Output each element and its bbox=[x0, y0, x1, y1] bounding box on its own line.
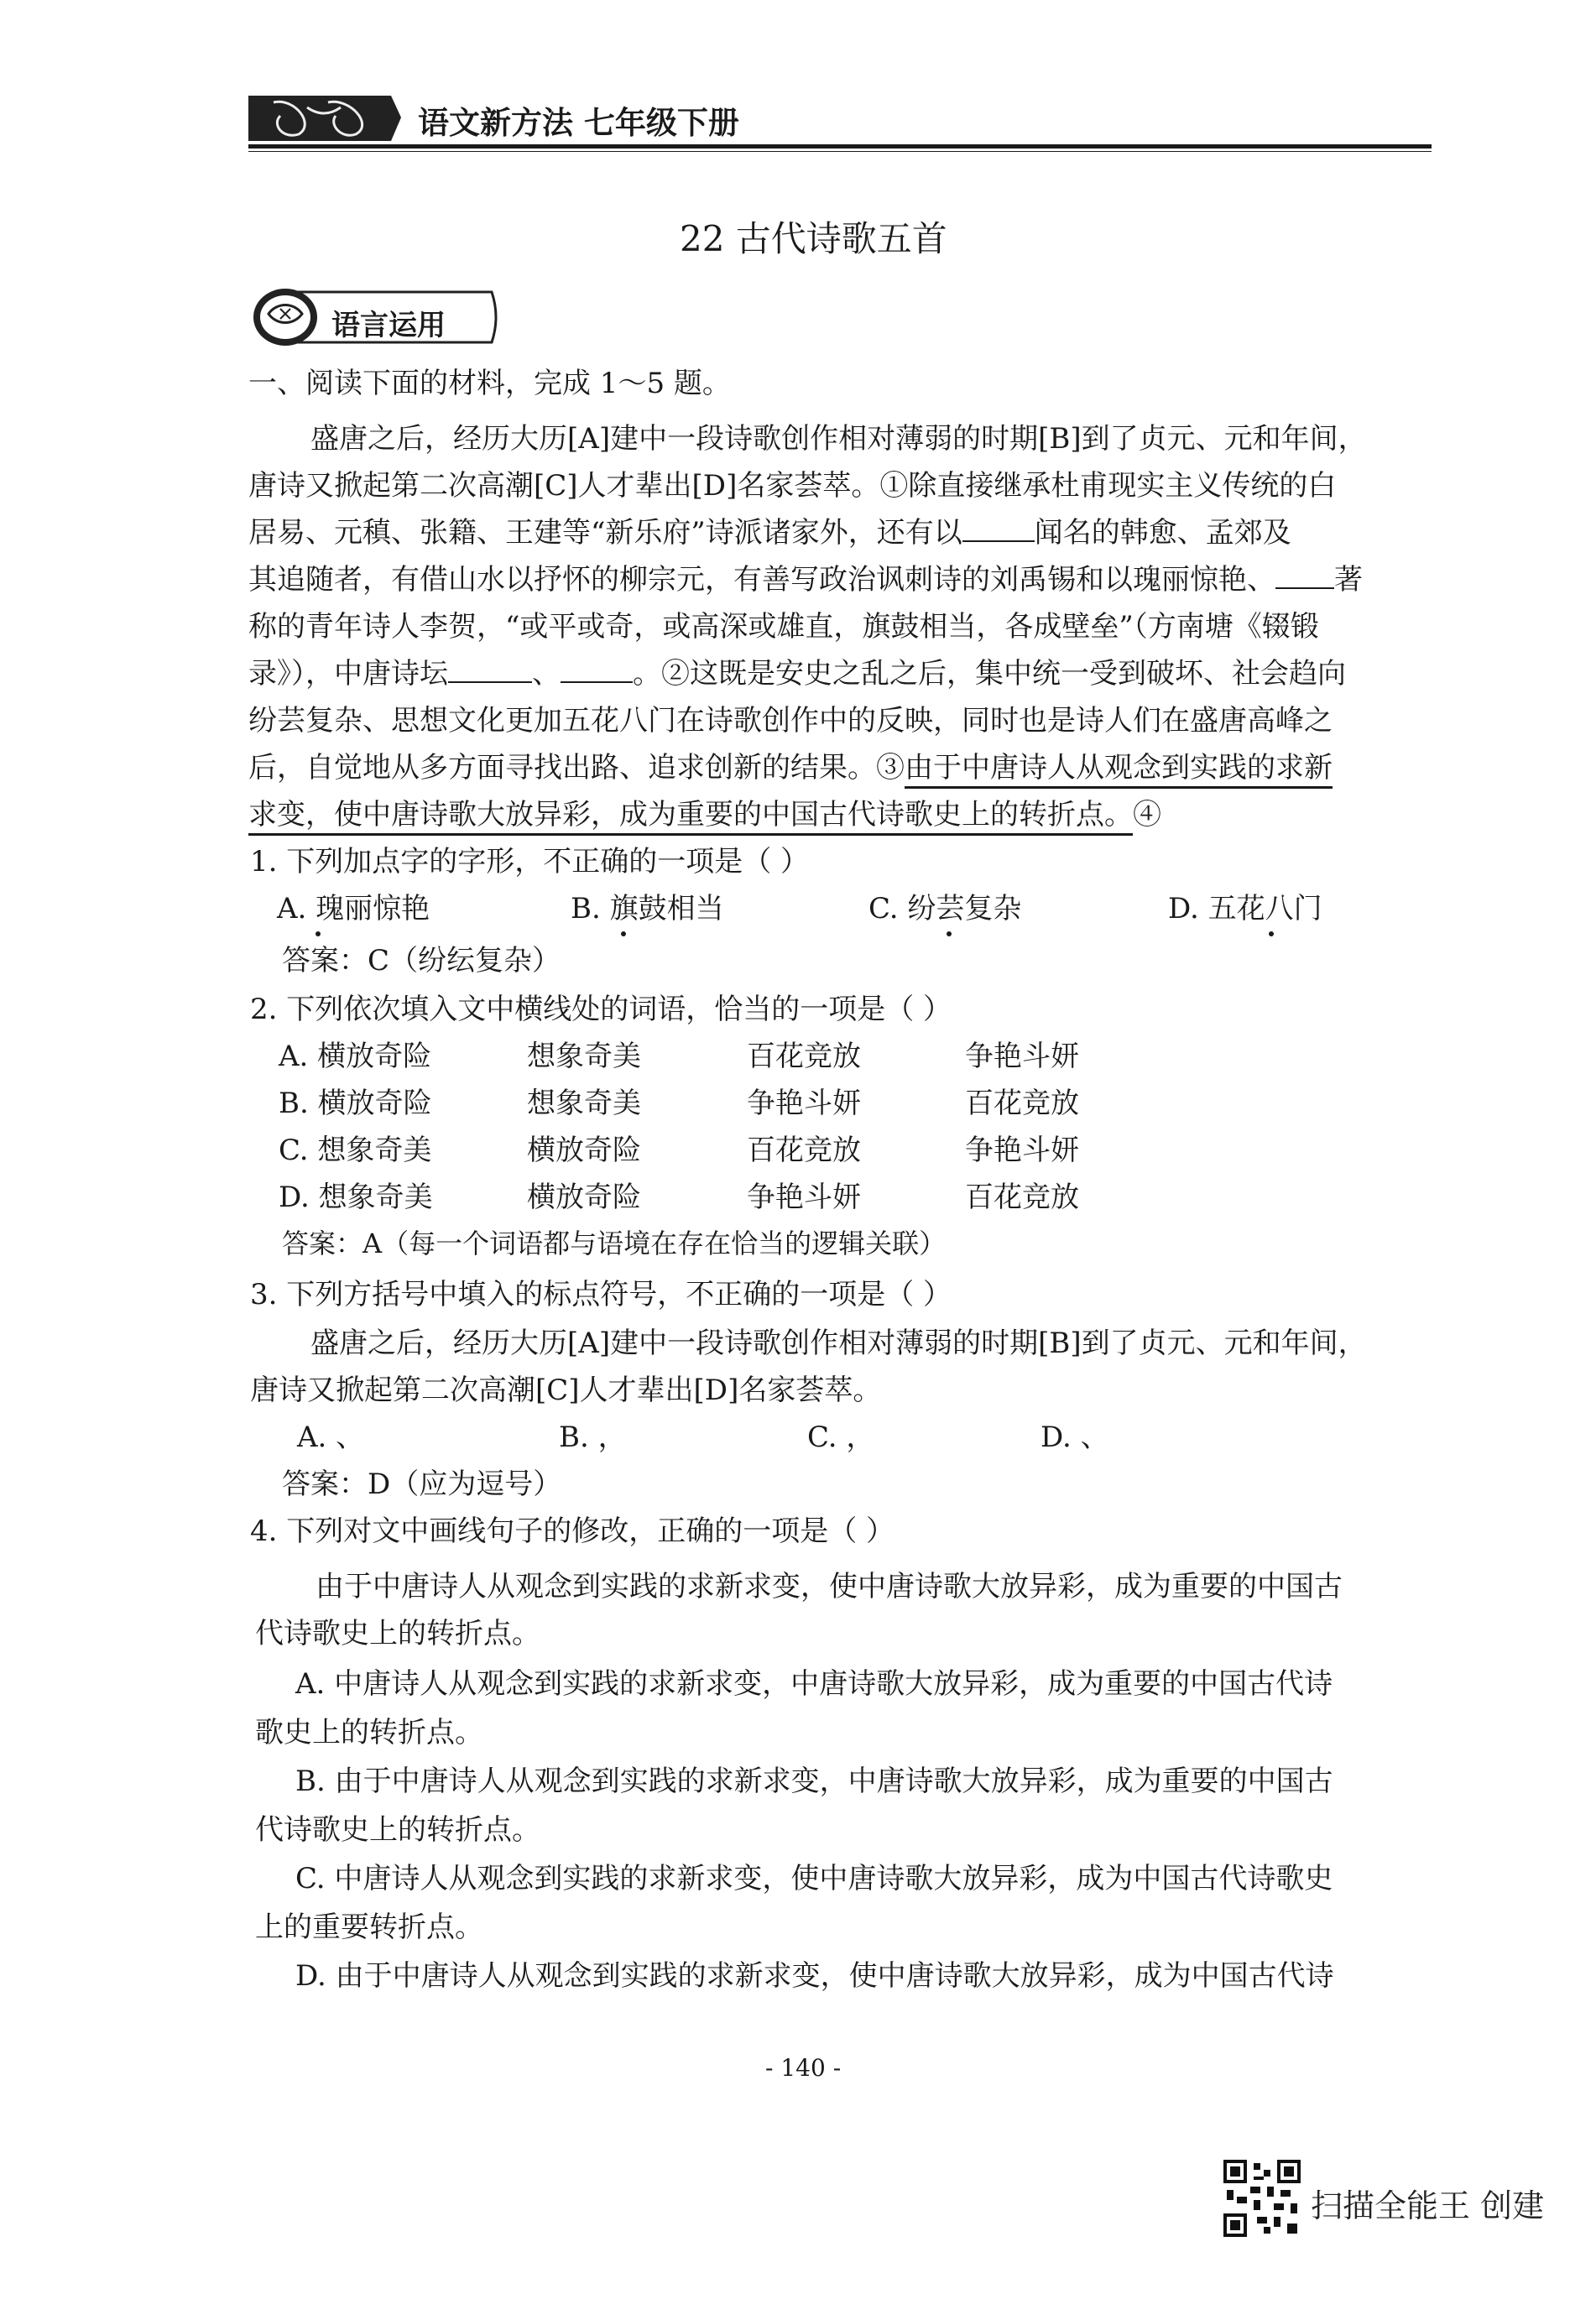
option-a-line: 歌史上的转折点。 bbox=[255, 1716, 483, 1749]
passage-line: 居易、元稹、张籍、王建等“新乐府”诗派诸家外，还有以 闻名的韩愈、孟郊及 bbox=[248, 516, 1291, 550]
passage-line: 其追随者，有借山水以抒怀的柳宗元，有善写政治讽刺诗的刘禹锡和以瑰丽惊艳、 著 bbox=[248, 563, 1363, 597]
answer-1: 答案：C（纷纭复杂） bbox=[282, 944, 561, 978]
option-cell: 百花竞放 bbox=[965, 1181, 1079, 1214]
option-cell: 横放奇险 bbox=[527, 1181, 641, 1214]
option-cell: A. 横放奇险 bbox=[279, 1040, 432, 1073]
scanner-watermark: 扫描全能王 创建 bbox=[1311, 2187, 1545, 2224]
underlined-sentence: 由于中唐诗人从观念到实践的求新 bbox=[905, 751, 1333, 789]
emphasis-dot bbox=[621, 931, 626, 936]
option-cell: 争艳斗妍 bbox=[965, 1040, 1079, 1073]
option-cell: 想象奇美 bbox=[527, 1087, 641, 1120]
option-cell: B. 横放奇险 bbox=[279, 1087, 432, 1120]
qr-code-icon bbox=[1223, 2160, 1301, 2237]
page-number: - 140 - bbox=[765, 2054, 842, 2082]
option-cell: D. 想象奇美 bbox=[279, 1181, 433, 1214]
header-rule bbox=[248, 144, 1432, 149]
quoted-line: 代诗歌史上的转折点。 bbox=[255, 1617, 540, 1650]
option-d: D. 、 bbox=[1041, 1421, 1109, 1454]
option-cell: 横放奇险 bbox=[527, 1134, 641, 1167]
passage-line: 录》），中唐诗坛 、 。②这既是安史之乱之后，集中统一受到破坏、社会趋向 bbox=[248, 657, 1346, 691]
emphasis-dot bbox=[1269, 931, 1274, 936]
answer-2: 答案：A（每一个词语都与语境在存在恰当的逻辑关联） bbox=[282, 1228, 947, 1259]
option-b-line: B. 由于中唐诗人从观念到实践的求新求变，中唐诗歌大放异彩，成为重要的中国古 bbox=[295, 1765, 1333, 1798]
option-b: B. 旗鼓相当 bbox=[571, 892, 724, 925]
question-4-stem: 4. 下列对文中画线句子的修改，正确的一项是（ ） bbox=[250, 1515, 895, 1548]
quoted-line: 由于中唐诗人从观念到实践的求新求变，使中唐诗歌大放异彩，成为重要的中国古 bbox=[316, 1570, 1343, 1603]
passage-line: 称的青年诗人李贺，“或平或奇，或高深或雄直，旗鼓相当，各成壁垒”（方南塘《辍锻 bbox=[248, 610, 1319, 644]
book-title: 语文新方法 七年级下册 bbox=[418, 105, 739, 141]
question-2-stem: 2. 下列依次填入文中横线处的词语，恰当的一项是（ ） bbox=[250, 993, 952, 1026]
option-cell: 争艳斗妍 bbox=[747, 1087, 861, 1120]
option-cell: 百花竞放 bbox=[747, 1134, 861, 1167]
quoted-line: 盛唐之后，经历大历[A]建中一段诗歌创作相对薄弱的时期[B]到了贞元、元和年间， bbox=[310, 1327, 1367, 1360]
option-cell: C. 想象奇美 bbox=[279, 1134, 432, 1167]
emphasis-dot bbox=[947, 931, 952, 936]
question-1-stem: 1. 下列加点字的字形，不正确的一项是（ ） bbox=[250, 845, 810, 878]
emphasis-dot bbox=[316, 931, 321, 936]
passage-line: 唐诗又掀起第二次高潮[C]人才辈出[D]名家荟萃。①除直接继承杜甫现实主义传统的白 bbox=[248, 469, 1337, 503]
question-3-stem: 3. 下列方括号中填入的标点符号，不正确的一项是（ ） bbox=[250, 1278, 952, 1311]
section-label: 语言运用 bbox=[331, 309, 446, 342]
option-cell: 百花竞放 bbox=[965, 1087, 1079, 1120]
question-group-intro: 一、阅读下面的材料，完成 1～5 题。 bbox=[248, 367, 731, 400]
option-c-line: 上的重要转折点。 bbox=[255, 1911, 483, 1944]
header-rule-thin bbox=[248, 151, 1432, 152]
option-cell: 百花竞放 bbox=[747, 1040, 861, 1073]
option-cell: 想象奇美 bbox=[527, 1040, 641, 1073]
option-c-line: C. 中唐诗人从观念到实践的求新求变，使中唐诗歌大放异彩，成为中国古代诗歌史 bbox=[295, 1862, 1333, 1895]
option-b-line: 代诗歌史上的转折点。 bbox=[255, 1813, 540, 1847]
publisher-logo bbox=[248, 91, 401, 144]
option-d-line: D. 由于中唐诗人从观念到实践的求新求变，使中唐诗歌大放异彩，成为中国古代诗 bbox=[295, 1959, 1334, 1993]
passage-line: 纷芸复杂、思想文化更加五花八门在诗歌创作中的反映，同时也是诗人们在盛唐高峰之 bbox=[248, 704, 1333, 738]
option-a: A. 瑰丽惊艳 bbox=[277, 892, 430, 925]
option-b: B. ， bbox=[559, 1421, 627, 1454]
option-d: D. 五花八门 bbox=[1168, 892, 1322, 925]
option-c: C. ， bbox=[807, 1421, 875, 1454]
answer-3: 答案：D（应为逗号） bbox=[282, 1468, 562, 1501]
option-c: C. 纷芸复杂 bbox=[868, 892, 1022, 925]
quoted-line: 唐诗又掀起第二次高潮[C]人才辈出[D]名家荟萃。 bbox=[250, 1374, 882, 1407]
passage-line: 后，自觉地从多方面寻找出路、追求创新的结果。③由于中唐诗人从观念到实践的求新 bbox=[248, 753, 1333, 782]
passage-line: 求变，使中唐诗歌大放异彩，成为重要的中国古代诗歌史上的转折点。④ bbox=[248, 800, 1161, 829]
passage-line: 盛唐之后，经历大历[A]建中一段诗歌创作相对薄弱的时期[B]到了贞元、元和年间， bbox=[310, 422, 1367, 456]
option-a-line: A. 中唐诗人从观念到实践的求新求变，中唐诗歌大放异彩，成为重要的中国古代诗 bbox=[295, 1667, 1333, 1701]
lesson-title: 22 古代诗歌五首 bbox=[680, 218, 947, 259]
option-cell: 争艳斗妍 bbox=[747, 1181, 861, 1214]
option-a: A. 、 bbox=[297, 1421, 365, 1454]
underlined-sentence: 求变，使中唐诗歌大放异彩，成为重要的中国古代诗歌史上的转折点。 bbox=[248, 798, 1133, 836]
option-cell: 争艳斗妍 bbox=[965, 1134, 1079, 1167]
